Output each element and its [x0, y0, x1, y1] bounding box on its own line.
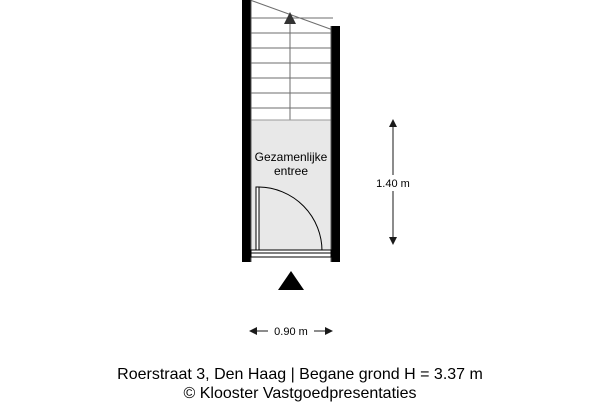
left-wall: [242, 0, 251, 262]
door-leaf: [256, 187, 259, 253]
caption-address: Roerstraat 3, Den Haag | Begane grond H = 3.37 m: [117, 366, 483, 383]
right-wall: [331, 26, 340, 262]
width-arrow-right-icon: [325, 327, 333, 335]
width-arrow-left-icon: [249, 327, 257, 335]
room-label-line2: entree: [273, 164, 309, 178]
width-dimension: [249, 324, 333, 338]
width-dimension-label: 0.90 m: [274, 326, 308, 338]
height-dimension-label: 1.40 m: [376, 178, 410, 190]
caption-copyright: © Klooster Vastgoedpresentaties: [183, 385, 417, 402]
staircase: [250, 0, 333, 120]
height-arrow-top-icon: [389, 119, 397, 127]
entrance-floor: [251, 120, 331, 257]
room-label-line1: Gezamenlijke: [254, 150, 328, 164]
entrance-arrow-icon: [278, 271, 304, 290]
height-arrow-bottom-icon: [389, 237, 397, 245]
height-dimension: [370, 119, 416, 245]
